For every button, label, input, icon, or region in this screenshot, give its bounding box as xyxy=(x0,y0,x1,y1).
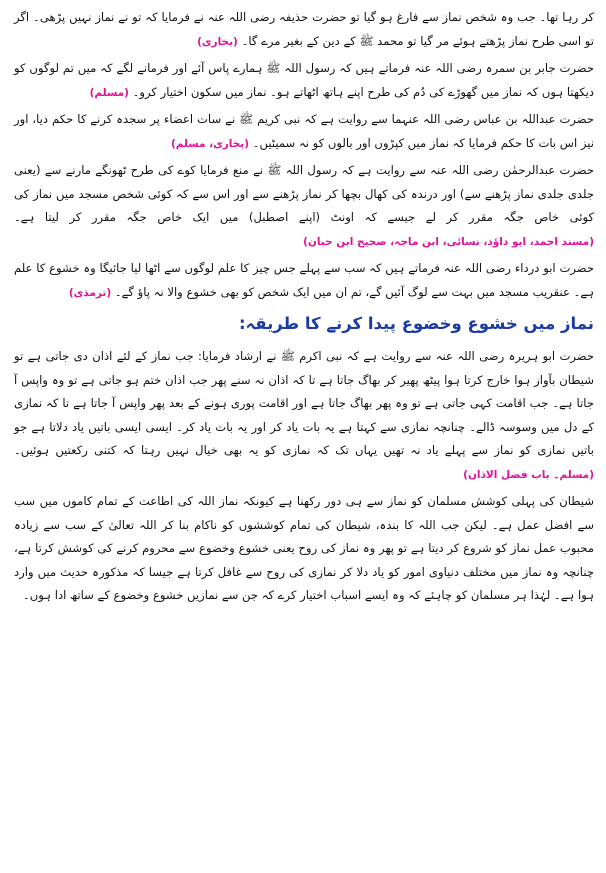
hadith-paragraph xyxy=(14,257,594,305)
hadith-paragraph xyxy=(14,57,594,105)
paragraph-text: حضرت ابو درداء رضی اللہ عنہ فرماتے ہیں کہ سب سے پہلے جس چیز کا علم لوگوں سے اٹھا لیا جائیگا وہ خشوع کا علم ہے۔ عنقریب مسجد میں بہت سے لوگ آئیں گے، تم ان میں ایک شخص کو بھی خشوع والا نہ پاؤ گے۔ xyxy=(14,261,594,299)
reference-citation: ( مسلم۔ باب فضل الاذان ) xyxy=(463,469,594,481)
hadith-paragraph xyxy=(14,159,594,254)
hadith-paragraph xyxy=(14,345,594,487)
hadith-paragraph xyxy=(14,108,594,156)
paragraph-text: حضرت عبداللہ بن عباس رضی اللہ عنہما سے روایت ہے کہ نبی کریم ﷺ نے سات اعضاء پر سجدہ کرنے کا حکم دیا، اور نیز اس بات کا حکم فرمایا کہ نماز میں کپڑوں اور بالوں کو نہ سمیٹیں۔ xyxy=(14,112,594,150)
reference-citation: ( ترمذی ) xyxy=(69,287,111,299)
reference-citation: ( بخاری ) xyxy=(197,36,238,48)
reference-citation: ( مسلم ) xyxy=(90,87,129,99)
paragraph-text: شیطان کی پہلی کوشش مسلمان کو نماز سے ہی دور رکھنا ہے کیونکہ نماز اللہ کی اطاعت کے تمام کاموں میں سب سے افضل عمل ہے۔ لیکن جب اللہ کا بندہ، شیطان کی تمام کوششوں کو ناکام بنا کر اللہ تعالیٰ کے سب سے زیادہ محبوب عمل نماز کو شروع کر دیتا ہے تو پھر وہ نماز کی روح یعنی خشوع وخضوع سے محروم کرنے کی کوشش کرتا ہے، چنانچہ وہ نماز میں مختلف دنیاوی امور کو یاد دلا کر نمازی کی روح سے غافل کرتا ہے جیسا کہ مذکورہ حدیث میں وارد ہوا ہے۔ لہٰذا ہر مسلمان کو چاہئے کہ وہ ایسے اسباب اختیار کرے کہ جن سے نمازیں خشوع وخضوع کے ساتھ ادا ہوں۔ xyxy=(14,494,594,602)
paragraph-text: حضرت عبدالرحمٰن رضی اللہ عنہ سے روایت ہے کہ رسول اللہ ﷺ نے منع فرمایا کوے کی طرح ٹھونگے مارنے سے (یعنی جلدی جلدی نماز پڑھنے سے) اور درندہ کی کھال بچھا کر نماز پڑھنے سے اور اس سے کہ کوئی شخص مسجد میں نماز کی کوئی خاص جگہ مقرر کر لے جیسے کہ اونٹ (اپنے اصطبل) میں ایک خاص جگہ مقرر کر لیتا ہے۔ xyxy=(14,163,594,224)
section-heading: نماز میں خشوع وخضوع پیدا کرنے کا طریقہ: xyxy=(238,314,594,333)
paragraph-text: حضرت جابر بن سمرہ رضی اللہ عنہ فرماتے ہیں کہ رسول اللہ ﷺ ہمارے پاس آئے اور فرمانے لگے کہ میں تم لوگوں کو دیکھتا ہوں کہ نماز میں گھوڑے کی دُم کی طرح اپنے ہاتھ اٹھاتے ہو۔ نماز میں سکون اختیار کرو۔ xyxy=(14,61,594,99)
commentary-paragraph xyxy=(14,490,594,608)
reference-citation: ( بخاری، مسلم ) xyxy=(171,138,249,150)
hadith-paragraph xyxy=(14,6,594,54)
reference-citation: ( مسند احمد، ابو داؤد، نسائی، ابن ماجہ، صحیح ابن حبان ) xyxy=(303,236,594,248)
paragraph-text: کر رہا تھا۔ جب وہ شخص نماز سے فارغ ہو گیا تو حضرت حذیفہ رضی اللہ عنہ نے فرمایا کہ تو نے نماز نہیں پڑھی۔ اگر تو اسی طرح نماز پڑھتے ہوئے مر گیا تو محمد ﷺ کے دین کے بغیر مرے گا۔ xyxy=(14,10,594,48)
paragraph-text: حضرت ابو ہریرہ رضی اللہ عنہ سے روایت ہے کہ نبی اکرم ﷺ نے ارشاد فرمایا: جب نماز کے لئے اذان دی جاتی ہے تو شیطان بآواز ہوا خارج کرتا ہوا پیٹھ پھیر کر بھاگ جاتا ہے تا کہ اذان نہ سنے پھر جب اذان ختم ہو جاتی ہے تو وہ واپس آ جاتا ہے۔ جب اقامت کہی جاتی ہے تو وہ پھر بھاگ جاتا ہے اور اقامت پوری ہونے کے بعد پھر واپس آ جاتا ہے تا کہ نمازی کے دل میں وسوسہ ڈالے۔ چنانچہ نمازی سے کہتا ہے یہ بات یاد کر اور یہ بات یاد کر۔ ایسی ایسی باتیں یاد دلاتا ہے جو باتیں نمازی کو نماز سے پہلے یاد نہ تھیں یہاں تک کہ نمازی کو یہ بھی خیال نہیں رہتا کہ کتنی رکعتیں ہوئیں۔ xyxy=(14,349,594,457)
